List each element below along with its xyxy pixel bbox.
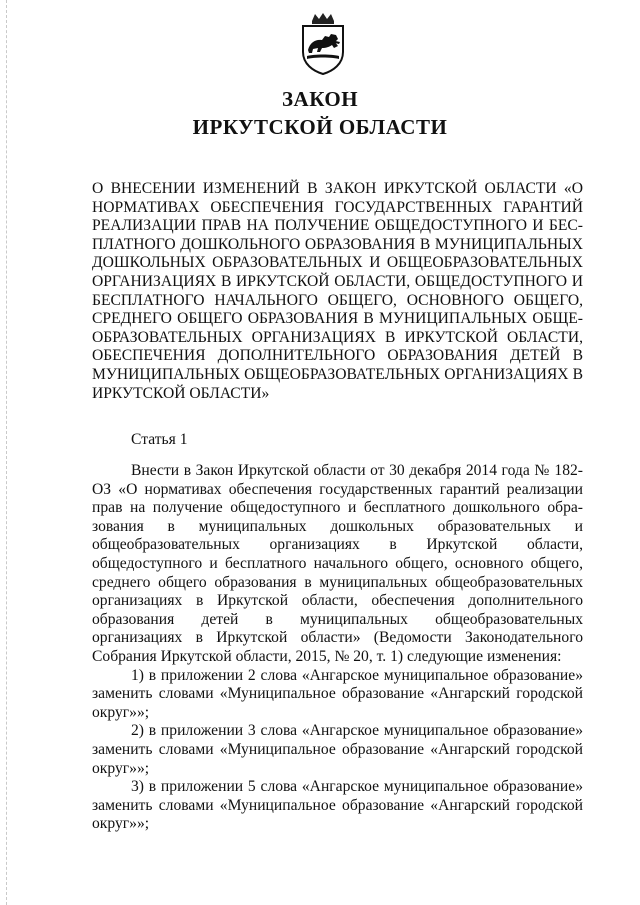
coat-of-arms-icon xyxy=(298,12,348,76)
article-label: Статья 1 xyxy=(131,431,188,448)
list-item: 3) в приложении 5 слова «Ангарское муниципальное образование» заменить словами «Муниципальное образование «Ангарский городской округ»»; xyxy=(92,778,583,833)
list-item: 2) в приложении 3 слова «Ангарское муниципальное образование» заменить словами «Муниципальное образование «Ангарский городской округ»»; xyxy=(92,722,583,777)
list-item: 1) в приложении 2 слова «Ангарское муниципальное образование» заменить словами «Муниципальное образование «Ангарский городской округ»»; xyxy=(92,666,583,721)
law-subtitle: ИРКУТСКОЙ ОБЛАСТИ xyxy=(192,115,448,139)
law-title: ЗАКОН xyxy=(281,87,359,111)
article-body xyxy=(92,462,583,834)
article-paragraph: Внести в Закон Иркутской области от 30 декабря 2014 года № 182-ОЗ «О нормативах обеспечения государственных гарантий реализации прав на получение общедоступного и бесплатного дошкольного образования в муниципальных дошкольных образовательных и общеобразовательных организациях в Иркутской области, общедоступного и бесплатного начального общего, основного общего, среднего общего образования в муниципальных общеобразовательных организациях в Иркутской области, обеспечения дополнительного образования детей в муниципальных общеобразовательных организациях в Иркутской области» (Ведомости Законодательного Собрания Иркутской области, 2015, № 20, т. 1) следующие изменения: xyxy=(92,462,583,665)
law-heading: О ВНЕСЕНИИ ИЗМЕНЕНИЙ В ЗАКОН ИРКУТСКОЙ ОБЛАСТИ «О НОРМАТИВАХ ОБЕСПЕЧЕНИЯ ГОСУДАРСТВЕННЫХ ГАРАНТИЙ РЕАЛИЗАЦИИ ПРАВ НА ПОЛУЧЕНИЕ ОБЩЕДОСТУПНОГО И БЕСПЛАТНОГО ДОШКОЛЬНОГО ОБРАЗОВАНИЯ В МУНИЦИПАЛЬНЫХ ДОШКОЛЬНЫХ ОБРАЗОВАТЕЛЬНЫХ И ОБЩЕОБРАЗОВАТЕЛЬНЫХ ОРГАНИЗАЦИЯХ В ИРКУТСКОЙ ОБЛАСТИ, ОБЩЕДОСТУПНОГО И БЕСПЛАТНОГО НАЧАЛЬНОГО ОБЩЕГО, ОСНОВНОГО ОБЩЕГО, СРЕДНЕГО ОБЩЕГО ОБРАЗОВАНИЯ В МУНИЦИПАЛЬНЫХ ОБЩЕОБРАЗОВАТЕЛЬНЫХ ОРГАНИЗАЦИЯХ В ИРКУТСКОЙ ОБЛАСТИ, ОБЕСПЕЧЕНИЯ ДОПОЛНИТЕЛЬНОГО ОБРАЗОВАНИЯ ДЕТЕЙ В МУНИЦИПАЛЬНЫХ ОБЩЕОБРАЗОВАТЕЛЬНЫХ ОРГАНИЗАЦИЯХ В ИРКУТСКОЙ ОБЛАСТИ» xyxy=(92,180,583,402)
